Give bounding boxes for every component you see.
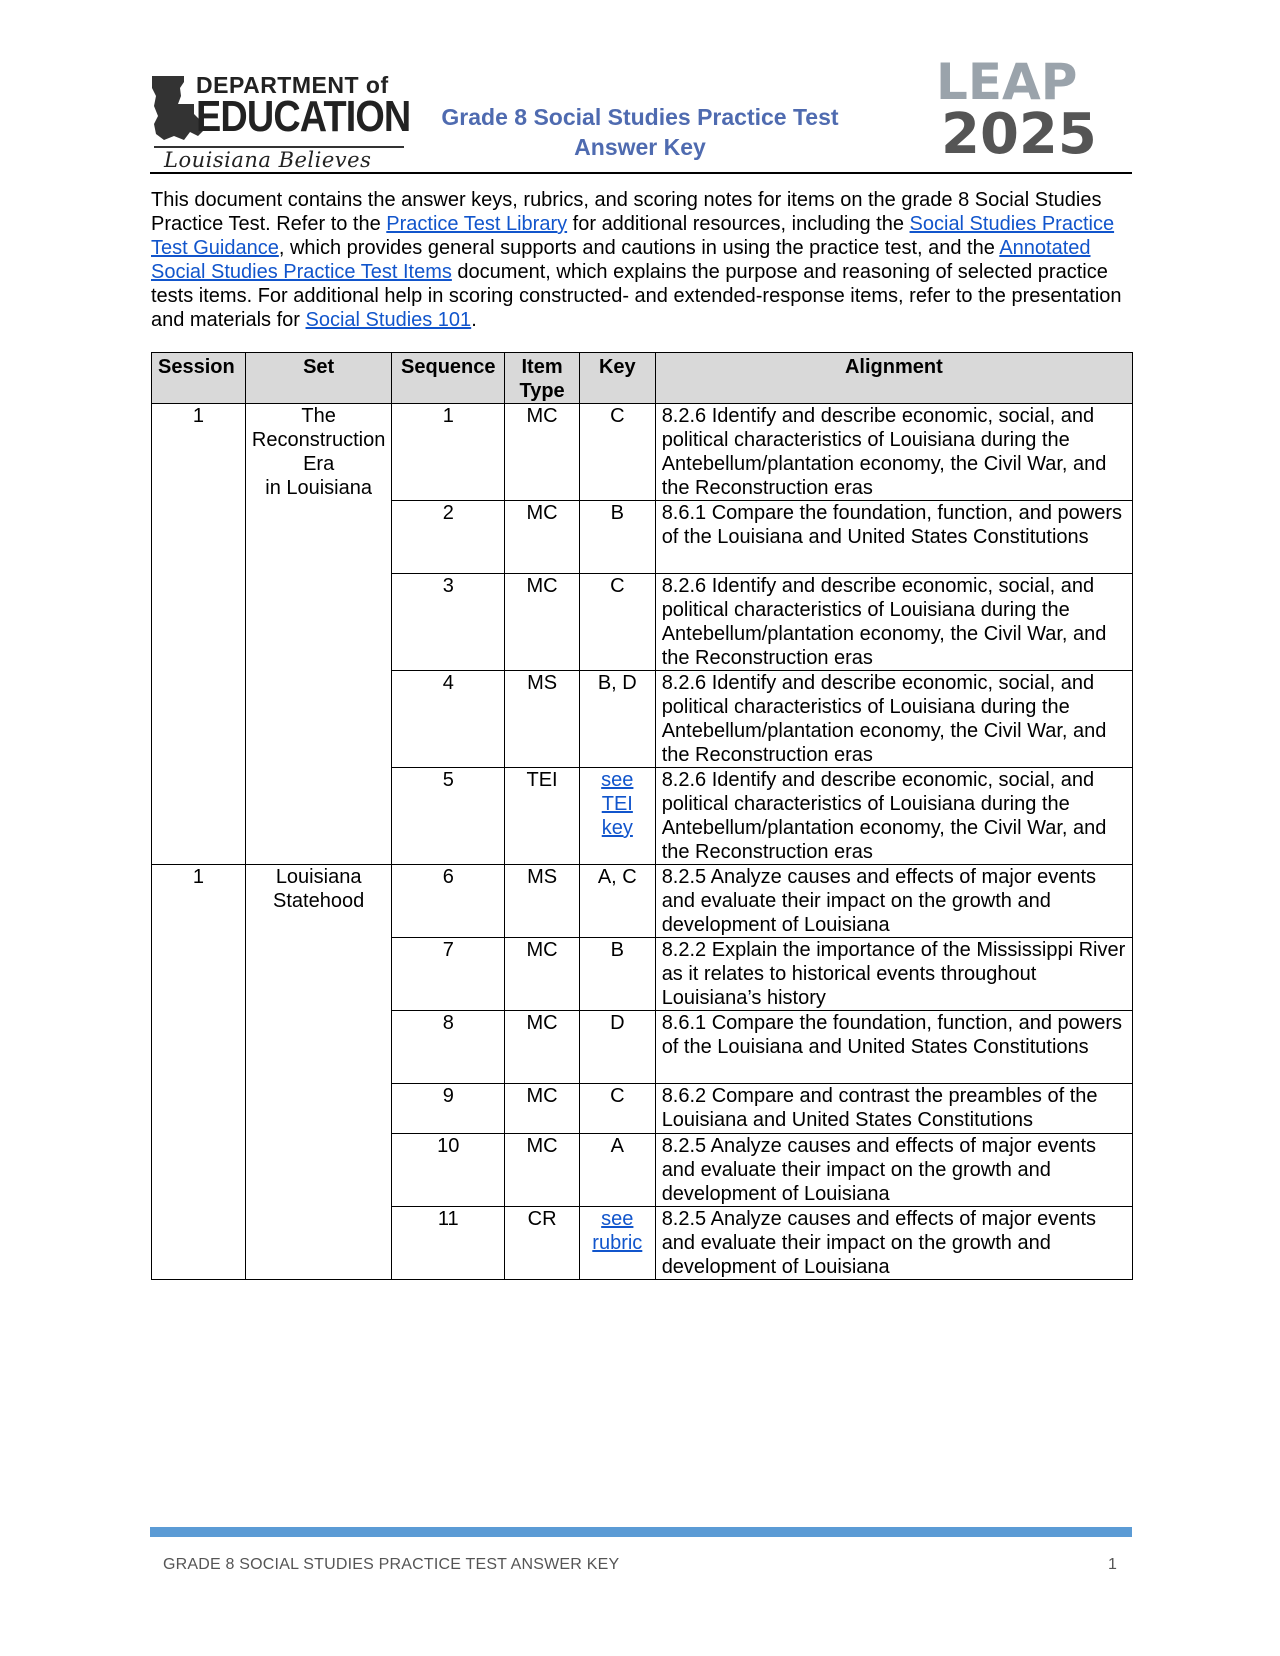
department-of-education-logo <box>150 72 410 172</box>
practice-test-guidance-link[interactable]: Social Studies Practice Test Guidance <box>151 213 1115 259</box>
leap-2025-logo <box>936 53 1136 167</box>
set-line: Era <box>303 453 335 475</box>
leap-logo-top: LEAP <box>936 53 1078 111</box>
link-line: see <box>601 1208 634 1230</box>
link-line: TEI <box>601 793 633 815</box>
item-type-cell: MC <box>505 1011 580 1084</box>
key-cell: C <box>579 1084 655 1134</box>
alignment-cell: 8.2.5 Analyze causes and effects of major events and evaluate their impact on the growth and development of Louisiana <box>655 1207 1132 1280</box>
item-type-cell: MC <box>505 574 580 671</box>
intro-text-4: document, which explains the purpose and reasoning of selected practice tests items. For additional help in scoring constructed- and extended-response items, refer to the presentation and materials for <box>151 261 1122 331</box>
header-sequence: Sequence <box>392 353 505 404</box>
key-cell: B <box>579 938 655 1011</box>
table-header-row <box>152 353 1133 404</box>
alignment-cell: 8.2.6 Identify and describe economic, social, and political characteristics of Louisiana during the Antebellum/plantation economy, the Civil War, and the Reconstruction eras <box>655 768 1132 865</box>
key-cell: C <box>579 404 655 501</box>
leap-logo-bottom: 2025 <box>941 102 1097 167</box>
key-cell: B <box>579 501 655 574</box>
intro-text-2: for additional resources, including the <box>567 213 910 235</box>
alignment-cell: 8.6.1 Compare the foundation, function, and powers of the Louisiana and United States Constitutions <box>655 1011 1132 1084</box>
header-item-type-line-2: Type <box>519 380 565 402</box>
sequence-cell: 11 <box>392 1207 505 1280</box>
footer-bar <box>150 1527 1132 1537</box>
set-line: Statehood <box>273 890 365 912</box>
item-type-cell: MC <box>505 1084 580 1134</box>
logo-tagline: Louisiana Believes <box>164 148 372 172</box>
key-cell: A <box>579 1134 655 1207</box>
footer-title: GRADE 8 SOCIAL STUDIES PRACTICE TEST ANSWER KEY <box>163 1556 620 1573</box>
sequence-cell: 9 <box>392 1084 505 1134</box>
intro-text-3: , which provides general supports and cautions in using the practice test, and the <box>278 237 1000 259</box>
key-cell: A, C <box>579 865 655 938</box>
key-cell <box>579 1207 655 1280</box>
practice-test-library-link[interactable]: Practice Test Library <box>386 213 568 235</box>
alignment-cell: 8.2.2 Explain the importance of the Mississippi River as it relates to historical events throughout Louisiana’s history <box>655 938 1132 1011</box>
intro-text-5: . <box>471 309 477 331</box>
set-line: The <box>301 405 336 427</box>
alignment-cell: 8.2.6 Identify and describe economic, social, and political characteristics of Louisiana during the Antebellum/plantation economy, the Civil War, and the Reconstruction eras <box>655 574 1132 671</box>
title-line-1: Grade 8 Social Studies Practice Test <box>441 104 839 130</box>
item-type-cell: MS <box>505 865 580 938</box>
header-item-type-line-1: Item <box>521 356 563 378</box>
alignment-cell: 8.2.6 Identify and describe economic, social, and political characteristics of Louisiana during the Antebellum/plantation economy, the Civil War, and the Reconstruction eras <box>655 671 1132 768</box>
link-line: see <box>601 769 634 791</box>
set-cell <box>245 865 391 1280</box>
item-type-cell: MC <box>505 938 580 1011</box>
set-line: Louisiana <box>275 866 362 888</box>
header-divider <box>150 172 1132 174</box>
social-studies-101-link[interactable]: Social Studies 101 <box>305 309 472 331</box>
key-cell <box>579 768 655 865</box>
alignment-cell: 8.2.5 Analyze causes and effects of major events and evaluate their impact on the growth and development of Louisiana <box>655 1134 1132 1207</box>
answer-key-table <box>151 352 1133 1280</box>
sequence-cell: 2 <box>392 501 505 574</box>
see-rubric-link[interactable] <box>592 1208 642 1254</box>
link-line: rubric <box>592 1232 643 1254</box>
alignment-cell: 8.2.5 Analyze causes and effects of major events and evaluate their impact on the growth and development of Louisiana <box>655 865 1132 938</box>
header-session: Session <box>152 353 246 404</box>
key-cell: D <box>579 1011 655 1084</box>
sequence-cell: 6 <box>392 865 505 938</box>
document-title <box>420 102 860 162</box>
header-alignment: Alignment <box>655 353 1132 404</box>
logo-department-text: DEPARTMENT of <box>196 72 389 98</box>
sequence-cell: 1 <box>392 404 505 501</box>
set-cell <box>245 404 391 865</box>
sequence-cell: 4 <box>392 671 505 768</box>
item-type-cell: TEI <box>505 768 580 865</box>
session-cell: 1 <box>152 865 246 1280</box>
set-line: in Louisiana <box>265 477 372 499</box>
sequence-cell: 7 <box>392 938 505 1011</box>
logo-education-text: EDUCATION <box>196 92 411 141</box>
item-type-cell: MS <box>505 671 580 768</box>
alignment-cell: 8.2.6 Identify and describe economic, social, and political characteristics of Louisiana during the Antebellum/plantation economy, the Civil War, and the Reconstruction eras <box>655 404 1132 501</box>
item-type-cell: MC <box>505 1134 580 1207</box>
header-key: Key <box>579 353 655 404</box>
key-cell: C <box>579 574 655 671</box>
table-row <box>152 865 1133 938</box>
set-line: Reconstruction <box>251 429 386 451</box>
item-type-cell: MC <box>505 501 580 574</box>
see-tei-key-link[interactable] <box>601 769 633 839</box>
table-row <box>152 404 1133 501</box>
item-type-cell: CR <box>505 1207 580 1280</box>
header-set: Set <box>245 353 391 404</box>
item-type-cell: MC <box>505 404 580 501</box>
intro-paragraph <box>151 188 1133 332</box>
sequence-cell: 5 <box>392 768 505 865</box>
alignment-cell: 8.6.1 Compare the foundation, function, and powers of the Louisiana and United States Constitutions <box>655 501 1132 574</box>
intro-text-1: This document contains the answer keys, rubrics, and scoring notes for items on the grade 8 Social Studies Practice Test. Refer to the <box>151 189 1102 235</box>
page-number: 1 <box>1108 1556 1117 1573</box>
alignment-cell: 8.6.2 Compare and contrast the preambles of the Louisiana and United States Constitutions <box>655 1084 1132 1134</box>
header-item-type <box>505 353 580 404</box>
link-line: key <box>601 817 633 839</box>
key-cell: B, D <box>579 671 655 768</box>
sequence-cell: 8 <box>392 1011 505 1084</box>
annotated-items-link[interactable]: Annotated Social Studies Practice Test Items <box>151 237 1091 283</box>
page-header <box>150 52 1132 174</box>
session-cell: 1 <box>152 404 246 865</box>
sequence-cell: 10 <box>392 1134 505 1207</box>
sequence-cell: 3 <box>392 574 505 671</box>
title-line-2: Answer Key <box>574 134 706 160</box>
